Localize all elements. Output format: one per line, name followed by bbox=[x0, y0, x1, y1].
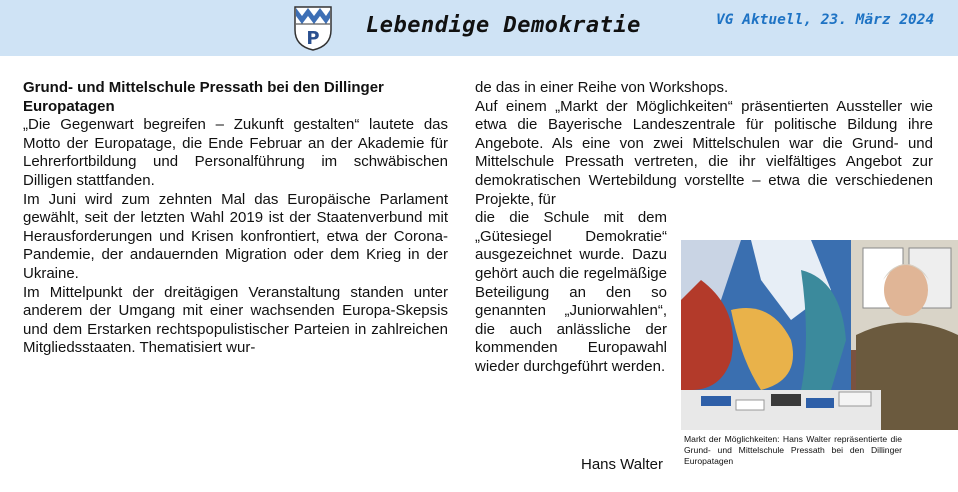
photo-caption: Markt der Möglichkeiten: Hans Walter repräsentierte die Grund- und Mittelschule Pressath bei den Dillinger Europatagen bbox=[684, 434, 902, 466]
article-paragraph: „Die Gegenwart begreifen – Zukunft gestalten“ lautete das Motto der Europatage, die Ende Februar an der Akademie für Lehrerfortbildung und Personalführung im schwäbischen Dilligen stattfanden. bbox=[23, 116, 448, 189]
page-header bbox=[0, 0, 958, 56]
article-headline: Grund- und Mittelschule Pressath bei den Dillinger Europatagen bbox=[23, 79, 384, 115]
article-author: Hans Walter bbox=[581, 456, 663, 473]
municipal-crest-icon bbox=[292, 4, 334, 52]
article-paragraph: Im Mittelpunkt der dreitägigen Veranstaltung standen unter anderem der Umgang mit einer wachsenden Europa-Skepsis und dem Erstarken rechtspopulistischer Parteien in zahlreichen Mitgliedsstaaten. Thematisiert wur- bbox=[23, 283, 448, 357]
article-column-left bbox=[23, 79, 448, 358]
article-paragraph: Auf einem „Markt der Möglichkeiten“ präsentierten Aussteller wie etwa die Bayerische Landeszentrale für politische Bildung ihre Angebote. Als eine von zwei Mittelschulen war die Grund- und Mittelschule Pressath vertreten, die ihr vielfältiges Angebot zur demokratischen Wertebildung vorstellte – etwa die verschiedenen Projekte, für bbox=[475, 97, 933, 208]
svg-text:P: P bbox=[306, 28, 320, 49]
issue-date: VG Aktuell, 23. März 2024 bbox=[716, 12, 935, 28]
article-photo bbox=[681, 240, 958, 430]
section-title: Lebendige Demokratie bbox=[366, 13, 641, 38]
article-paragraph: die die Schule mit dem „Gütesiegel Demokratie“ ausgezeichnet wurde. Dazu gehört auch die regelmäßige Beteiligung an den so genannten „Juniorwahlen“, die auch anlässliche der kommenden Europawahl wieder durchgeführt werden. bbox=[475, 209, 667, 375]
photo-market-stand bbox=[681, 240, 958, 430]
article-paragraph: de das in einer Reihe von Workshops. bbox=[475, 79, 729, 96]
article-paragraph: Im Juni wird zum zehnten Mal das Europäische Parlament gewählt, seit der letzten Wahl 2019 ist der Staatenverbund mit Herausforderungen und Krisen konfrontiert, etwa der Corona-Pandemie, der andauernden Migration oder dem Krieg in der Ukraine. bbox=[23, 190, 448, 282]
